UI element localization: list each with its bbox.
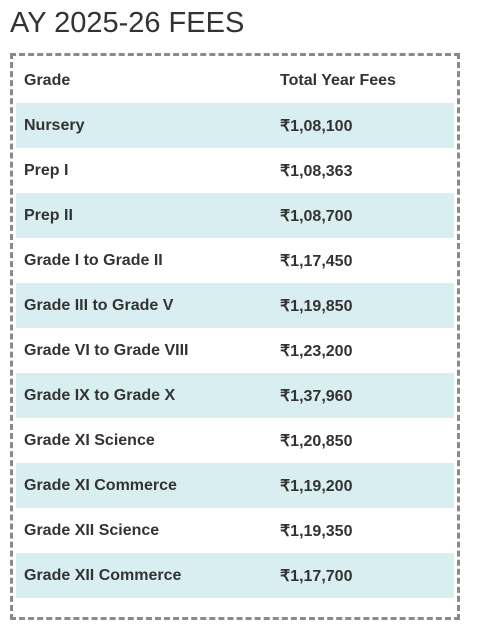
grade-cell: Prep II	[24, 206, 73, 224]
table-row	[16, 193, 454, 238]
table-row	[16, 553, 454, 598]
table-row	[16, 283, 454, 328]
fees-cell: ₹1,17,700	[280, 567, 353, 585]
fees-cell: ₹1,37,960	[280, 387, 353, 405]
fees-cell: ₹1,19,200	[280, 477, 353, 495]
table-row	[16, 463, 454, 508]
grade-cell: Grade VI to Grade VIII	[24, 341, 189, 359]
table-row	[16, 148, 454, 193]
table-body	[16, 103, 454, 598]
fees-cell: ₹1,23,200	[280, 342, 353, 360]
grade-cell: Grade III to Grade V	[24, 296, 174, 314]
grade-cell: Grade XI Commerce	[24, 476, 177, 494]
grade-cell: Grade I to Grade II	[24, 251, 163, 269]
fees-cell: ₹1,17,450	[280, 252, 353, 270]
table-row	[16, 328, 454, 373]
fees-cell: ₹1,08,363	[280, 162, 353, 180]
page-title: AY 2025-26 FEES	[10, 7, 245, 39]
grade-cell: Prep I	[24, 161, 69, 179]
fees-cell: ₹1,08,700	[280, 207, 353, 225]
table-row	[16, 508, 454, 553]
table-row	[16, 418, 454, 463]
column-header-grade: Grade	[24, 71, 71, 89]
fees-cell: ₹1,19,850	[280, 297, 353, 315]
fees-cell: ₹1,08,100	[280, 117, 353, 135]
table-header	[16, 58, 454, 103]
table-row	[16, 103, 454, 148]
table-row	[16, 373, 454, 418]
grade-cell: Grade XII Commerce	[24, 566, 182, 584]
fees-table	[16, 58, 454, 598]
grade-cell: Grade IX to Grade X	[24, 386, 176, 404]
fees-cell: ₹1,19,350	[280, 522, 353, 540]
table-row	[16, 238, 454, 283]
fees-cell: ₹1,20,850	[280, 432, 353, 450]
fees-table-container	[10, 53, 460, 620]
grade-cell: Grade XII Science	[24, 521, 160, 539]
header-row	[16, 58, 454, 103]
column-header-fees: Total Year Fees	[280, 71, 396, 89]
grade-cell: Grade XI Science	[24, 431, 155, 449]
grade-cell: Nursery	[24, 116, 85, 134]
